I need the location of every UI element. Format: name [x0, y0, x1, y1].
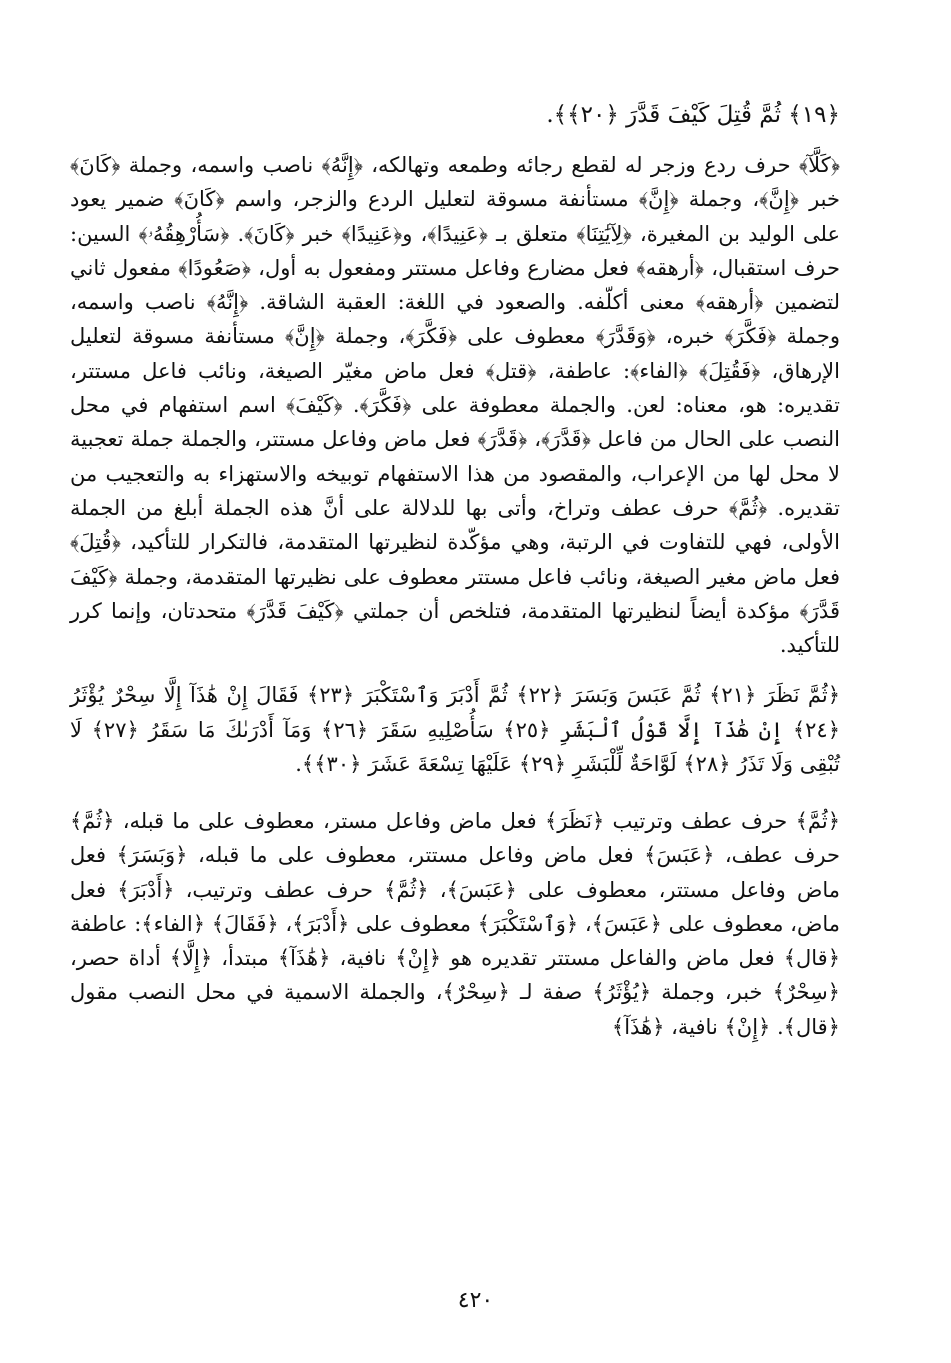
commentary-paragraph-2: ﴿ثُمَّ﴾ حرف عطف وترتيب ﴿نَظَرَ﴾ فعل ماض وفاعل مستر، معطوف على ما قبله، ﴿ثُمَّ﴾ حرف عطف، ﴿عَبَسَ﴾ فعل ماض وفاعل مستتر، معطوف على ما قبله، ﴿وَبَسَرَ﴾ فعل ماض وفاعل مستتر، معطوف على ﴿عَبَسَ﴾، ﴿ثُمَّ﴾ حرف عطف وترتيب، ﴿أَدْبَرَ﴾ فعل ماض، معطوف على ﴿عَبَسَ﴾، ﴿وَٱسْتَكْبَرَ﴾ معطوف على ﴿أَدْبَرَ﴾، ﴿فَقَالَ﴾ ﴿الفاء﴾: عاطفة ﴿قال﴾ فعل ماض والفاعل مستتر تقديره هو ﴿إِنْ﴾ نافية، ﴿هَٰذَآ﴾ مبتدأ، ﴿إِلَّا﴾ أداة حصر، ﴿سِحْرٌ﴾ خبر، وجملة ﴿يُؤْثَرُ﴾ صفة لـ ﴿سِحْرٌ﴾، والجملة الاسمية في محل النصب مقول ﴿قال﴾. ﴿إِنْ﴾ نافية، ﴿هَٰذَآ﴾ [70, 808, 840, 1039]
quran-verses-block: ﴿ثُمَّ نَظَرَ ﴿٢١﴾ ثُمَّ عَبَسَ وَبَسَرَ ﴿٢٢﴾ ثُمَّ أَدْبَرَ وَٱسْتَكْبَرَ ﴿٢٣﴾ فَقَالَ إِنْ هَٰذَآ إِلَّا سِحْرٌ يُؤْثَرُ ﴿٢٤﴾ إِنْ هَٰذَآ إِلَّا قَوْلُ ٱلْبَشَرِ ﴿٢٥﴾ سَأُصْلِيهِ سَقَرَ ﴿٢٦﴾ وَمَآ أَدْرَىٰكَ مَا سَقَرُ ﴿٢٧﴾ لَا تُبْقِى وَلَا تَذَرُ ﴿٢٨﴾ لَوَّاحَةٌ لِّلْبَشَرِ ﴿٢٩﴾ عَلَيْهَا تِسْعَةَ عَشَرَ ﴿٣٠﴾﴾. [70, 683, 840, 777]
page-number: ٤٢٠ [457, 1288, 494, 1313]
page-body [70, 96, 840, 1044]
commentary-paragraph-1: ﴿كَلَّآ﴾ حرف ردع وزجر له لقطع رجائه وطمعه وتهالكه، ﴿إِنَّهُ﴾ ناصب واسمه، وجملة ﴿كَانَ﴾ خبر ﴿إِنَّ﴾، وجملة ﴿إِنَّ﴾ مستأنفة مسوقة لتعليل الردع والزجر، واسم ﴿كَانَ﴾ ضمير يعود على الوليد بن المغيرة، ﴿لِآيَٰتِنَا﴾ متعلق بـ ﴿عَنِيدًا﴾، و﴿عَنِيدًا﴾ خبر ﴿كَانَ﴾. ﴿سَأُرْهِقُهُۥ﴾ السين: حرف استقبال، ﴿أرهقه﴾ فعل مضارع وفاعل مستتر ومفعول به أول، ﴿صَعُودًا﴾ مفعول ثاني لتضمين ﴿أرهقه﴾ معنى أكلّفه. والصعود في اللغة: العقبة الشاقة. ﴿إِنَّهُ﴾ ناصب واسمه، وجملة ﴿فَكَّرَ﴾ خبره، ﴿وَقَدَّرَ﴾ معطوف على ﴿فَكَّرَ﴾، وجملة ﴿إِنَّ﴾ مستأنفة مسوقة لتعليل الإرهاق، ﴿فَقُتِلَ﴾ ﴿الفاء﴾: عاطفة، ﴿قتل﴾ فعل ماض مغيّر الصيغة، ونائب فاعل مستتر، تقديره: هو، معناه: لعن. والجملة معطوفة على ﴿فَكَّرَ﴾. ﴿كَيْفَ﴾ اسم استفهام في محل النصب على الحال من فاعل ﴿قَدَّرَ﴾، ﴿قَدَّرَ﴾ فعل ماض وفاعل مستتر، والجملة جملة تعجبية لا محل لها من الإعراب، والمقصود من هذا الاستفهام توبيخه والاستهزاء به والتعجيب من تقديره. ﴿ثُمَّ﴾ حرف عطف وتراخ، وأتى بها للدلالة على أنَّ هذه الجملة أبلغ من الجملة الأولى، فهي للتفاوت في الرتبة، وهي مؤكّدة لنظيرتها المتقدمة، فالتكرار للتأكيد، ﴿قُتِلَ﴾ فعل ماض مغير الصيغة، ونائب فاعل مستتر معطوف على نظيرتها المتقدمة، وجملة ﴿كَيْفَ قَدَّرَ﴾ مؤكدة أيضاً لنظيرتها المتقدمة، فتلخص أن جملتي ﴿كَيْفَ قَدَّرَ﴾ متحدتان، وإنما كرر للتأكيد. [70, 153, 840, 658]
top-verse: ﴿١٩﴾ ثُمَّ قُتِلَ كَيْفَ قَدَّرَ ﴿٢٠﴾﴾. [546, 102, 840, 128]
